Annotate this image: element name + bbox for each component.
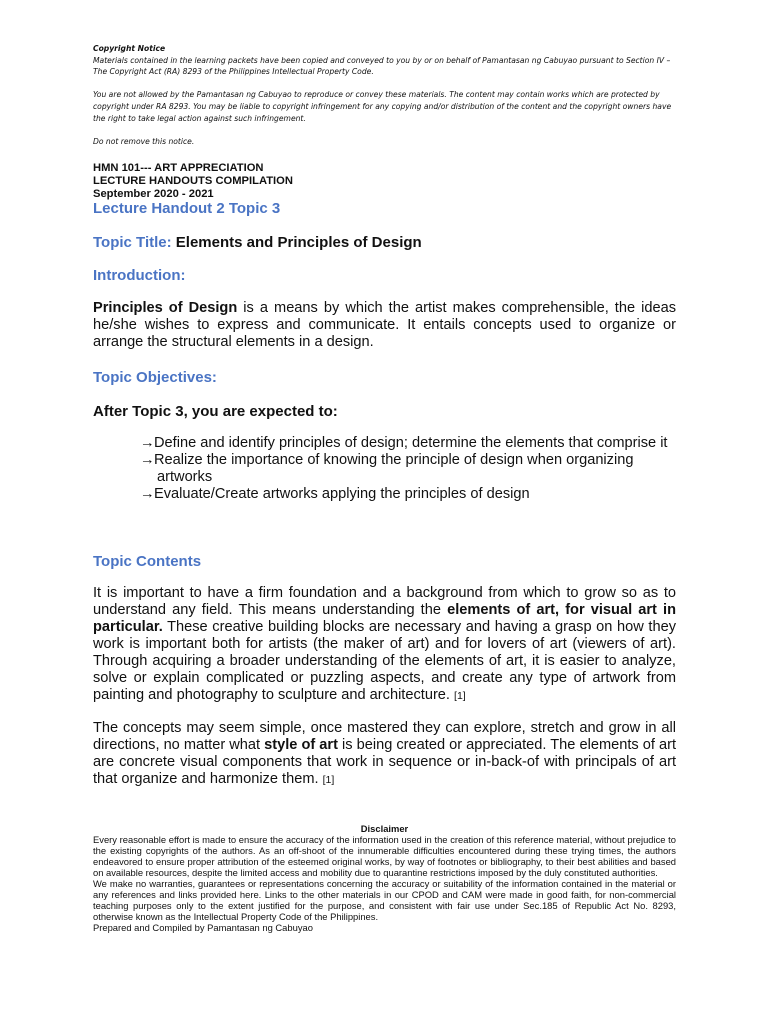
objectives-list [140,435,680,503]
contents-text: is being created or appreciated. The elements of art are concrete visual components that work in sequence or in-back-of with principals of art that organize and harmonize them. [93,737,676,787]
introduction-paragraph [93,300,676,351]
course-header [93,162,293,201]
disclaimer-prepared-by: Prepared and Compiled by Pamantasan ng Cabuyao [93,922,313,933]
arrow-right-icon: → [140,452,155,468]
copyright-paragraph-3: Do not remove this notice. [93,136,195,146]
objective-text: Realize the importance of knowing the principle of design when organizing artworks [154,452,634,485]
objective-item [140,486,680,503]
contents-paragraph-2 [93,720,676,789]
compilation-title: LECTURE HANDOUTS COMPILATION [93,175,293,187]
contents-text: The concepts may seem simple, once mastered they can explore, stretch and grow in all directions, no matter what [93,720,676,753]
disclaimer [93,823,676,933]
objective-text: Evaluate/Create artworks applying the principles of design [154,486,530,502]
introduction-heading: Introduction: [93,267,186,284]
course-name: HMN 101--- ART APPRECIATION [93,162,264,174]
topic-title-value: Elements and Principles of Design [175,234,422,251]
topic-title [93,234,422,251]
contents-heading: Topic Contents [93,553,202,570]
contents-paragraph-1 [93,585,676,705]
disclaimer-paragraph-1: Every reasonable effort is made to ensure the accuracy of the information used in the creation of this reference material, without prejudice to the existing copyrights of the authors. As an off-shoot of the innumerable difficulties encountered during these trying times, the authors endeavored to ensure proper attribution of the esteemed original works, by way of footnotes or bibliography, to their best abilities and based on available resources, despite the limited access and mobility due to quarantine restrictions imposed by the duly constituted authorities. [93,834,676,878]
objectives-lead: After Topic 3, you are expected to: [93,403,338,420]
contents-bold-text: elements of art, for visual art in particular. [93,602,676,635]
contents-bold-text: style of art [264,737,338,753]
arrow-right-icon: → [140,435,155,451]
objective-item [140,452,680,486]
academic-period: September 2020 - 2021 [93,188,214,200]
contents-text: These creative building blocks are necessary and having a grasp on how they work is important both for artists (the maker of art) and for lovers of art (viewers of art). Through acquiring a broader understanding of the elements of art, it is easier to analyze, solve or explain complicated or puzzling aspects, and create any type of artwork from painting and photography to sculpture and architecture. [93,619,676,703]
objectives-heading: Topic Objectives: [93,369,217,386]
copyright-notice [93,43,683,147]
citation-reference: [1] [322,774,335,786]
contents-text: It is important to have a firm foundation and a background from which to grow so as to understand any field. This means understanding the [93,585,676,618]
objective-item [140,435,680,452]
copyright-paragraph-1: Materials contained in the learning packets have been copied and conveyed to you by or on behalf of Pamantasan ng Cabuyao pursuant to Section IV – The Copyright Act (RA) 8293 of the Philippines Intellectual Property Code. [93,55,671,77]
disclaimer-paragraph-2: We make no warranties, guarantees or representations concerning the accuracy or suitability of the information contained in the material or any references and links provided here. Links to the other materials in our CPOD and CAM were made in good faith, for non-commercial teaching purposes only to the extent justified for the purpose, and consistent with fair use under Sec.185 of Republic Act No. 8293, otherwise known as the Intellectual Property Code of the Philippines. [93,878,676,922]
copyright-paragraph-2: You are not allowed by the Pamantasan ng Cabuyao to reproduce or convey these materials. The content may contain works which are protected by copyright under RA 8293. You may be liable to copyright infringement for any copying and/or distribution of the content and the copyright owners have the right to take legal action against such infringement. [93,90,672,123]
introduction-text: is a means by which the artist makes comprehensible, the ideas he/she wishes to express and communicate. It entails concepts used to organize or arrange the structural elements in a design. [93,300,677,350]
citation-reference: [1] [454,690,466,702]
arrow-right-icon: → [140,486,155,502]
objective-text: Define and identify principles of design; determine the elements that comprise it [154,435,668,451]
disclaimer-title: Disclaimer [360,823,409,834]
lecture-handout-title: Lecture Handout 2 Topic 3 [93,200,281,217]
copyright-title: Copyright Notice [93,44,166,53]
topic-title-label: Topic Title: [93,234,172,251]
introduction-bold-lead: Principles of Design [93,300,238,316]
